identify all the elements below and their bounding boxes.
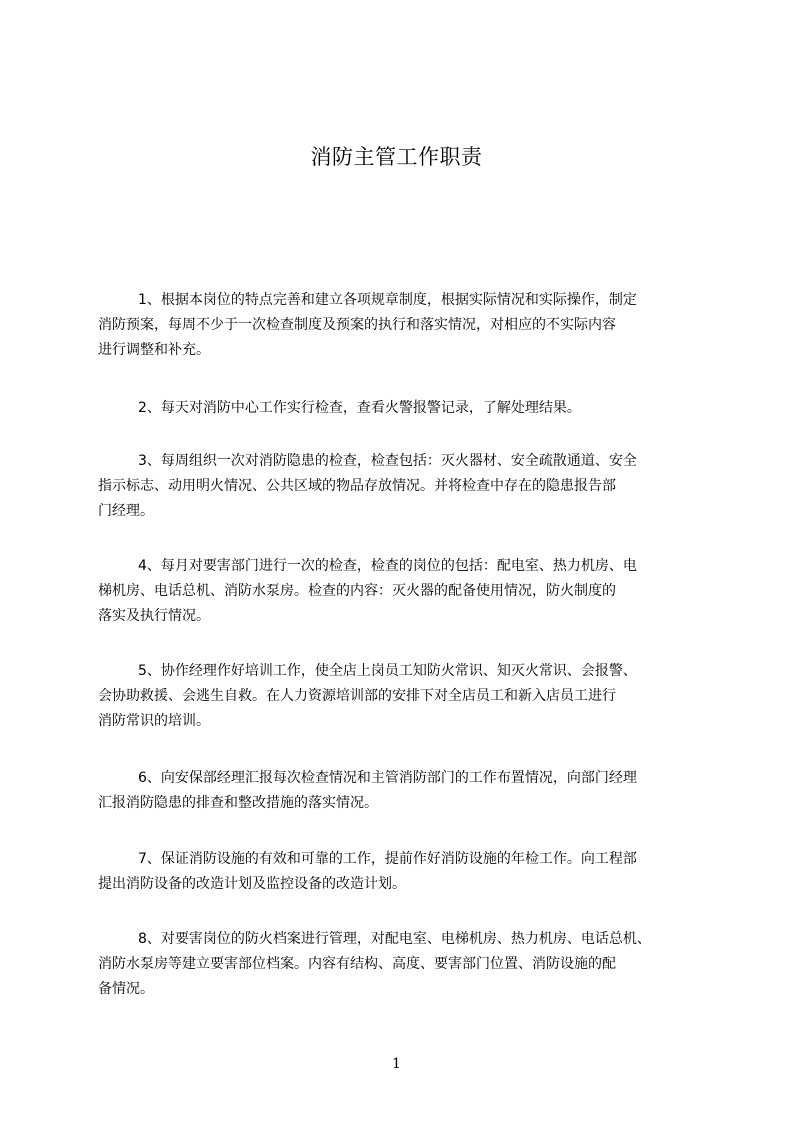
paragraph-line: 6、向安保部经理汇报每次检查情况和主管消防部门的工作布置情况，向部门经理 xyxy=(138,770,637,786)
paragraph-8 xyxy=(98,927,712,1002)
paragraph-line: 4、每月对要害部门进行一次的检查，检查的岗位的包括：配电室、热力机房、电 xyxy=(138,558,637,574)
paragraph-line: 消防水泵房等建立要害部位档案。内容有结构、高度、要害部门位置、消防设施的配 xyxy=(98,956,616,972)
document-title: 消防主管工作职责 xyxy=(310,145,483,169)
paragraph-line: 8、对要害岗位的防火档案进行管理，对配电室、电梯机房、热力机房、电话总机、 xyxy=(138,931,651,947)
paragraph-line: 梯机房、电话总机、消防水泵房。检查的内容：灭火器的配备使用情况，防火制度的 xyxy=(98,583,616,599)
paragraph-line: 消防预案，每周不少于一次检查制度及预案的执行和落实情况，对相应的不实际内容 xyxy=(98,317,616,333)
paragraph-2 xyxy=(98,396,712,421)
paragraph-line: 会协助救援、会逃生自救。在人力资源培训部的安排下对全店员工和新入店员工进行 xyxy=(98,688,616,704)
page-number: 1 xyxy=(392,1056,401,1072)
paragraph-6 xyxy=(98,766,712,816)
paragraph-line: 指示标志、动用明火情况、公共区域的物品存放情况。并将检查中存在的隐患报告部 xyxy=(98,478,616,494)
paragraph-5 xyxy=(98,659,712,734)
paragraph-line: 落实及执行情况。 xyxy=(98,608,210,624)
paragraph-line: 消防常识的培训。 xyxy=(98,713,210,729)
paragraph-line: 2、每天对消防中心工作实行检查，查看火警报警记录，了解处理结果。 xyxy=(138,400,581,416)
paragraph-4 xyxy=(98,554,712,629)
paragraph-line: 1、根据本岗位的特点完善和建立各项规章制度，根据实际情况和实际操作，制定 xyxy=(138,292,637,308)
paragraph-line: 3、每周组织一次对消防隐患的检查，检查包括：灭火器材、安全疏散通道、安全 xyxy=(138,453,637,469)
paragraph-line: 7、保证消防设施的有效和可靠的工作，提前作好消防设施的年检工作。向工程部 xyxy=(138,851,637,867)
paragraph-line: 提出消防设备的改造计划及监控设备的改造计划。 xyxy=(98,876,406,892)
paragraph-line: 5、协作经理作好培训工作，使全店上岗员工知防火常识、知灭火常识、会报警、 xyxy=(138,663,637,679)
paragraph-7 xyxy=(98,847,712,897)
paragraph-line: 进行调整和补充。 xyxy=(98,342,210,358)
paragraph-3 xyxy=(98,449,712,524)
paragraph-line: 门经理。 xyxy=(98,503,154,519)
paragraph-1 xyxy=(98,288,712,363)
paragraph-line: 备情况。 xyxy=(98,981,154,997)
paragraph-line: 汇报消防隐患的排查和整改措施的落实情况。 xyxy=(98,795,378,811)
